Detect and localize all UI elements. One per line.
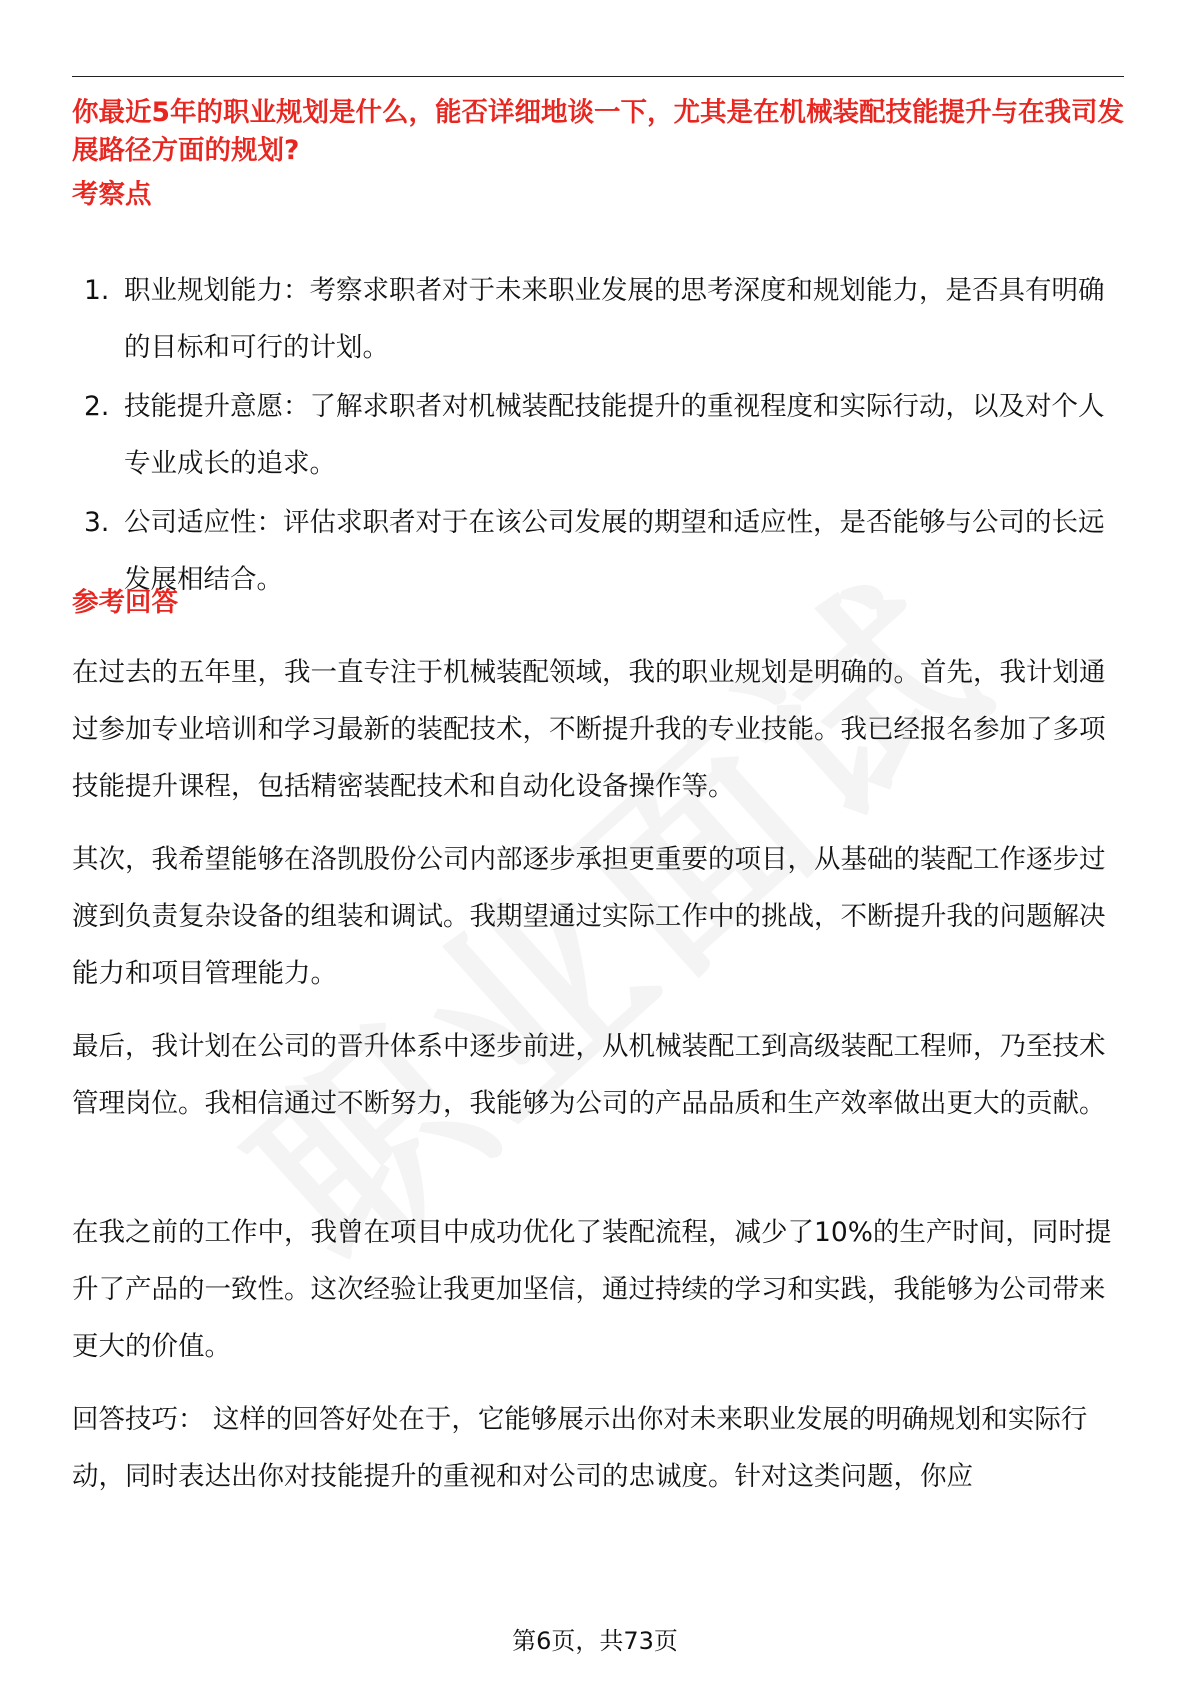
top-divider bbox=[72, 76, 1124, 77]
list-item-number: 1. bbox=[84, 275, 110, 306]
question-heading: 你最近5年的职业规划是什么，能否详细地谈一下，尤其是在机械装配技能提升与在我司发展路径方面的规划? bbox=[72, 97, 1124, 166]
answer-paragraph: 在我之前的工作中，我曾在项目中成功优化了装配流程，减少了10%的生产时间，同时提升了产品的一致性。这次经验让我更加坚信，通过持续的学习和实践，我能够为公司带来更大的价值。 bbox=[72, 1217, 1112, 1362]
list-item bbox=[72, 262, 1124, 376]
list-item bbox=[72, 378, 1124, 492]
list-item-number: 3. bbox=[84, 507, 110, 538]
assessment-points-list bbox=[72, 262, 1124, 610]
list-item-text: 技能提升意愿：了解求职者对机械装配技能提升的重视程度和实际行动，以及对个人专业成长的追求。 bbox=[124, 391, 1105, 479]
page-number: 第6页，共73页 bbox=[512, 1627, 678, 1655]
answer-paragraph: 最后，我计划在公司的晋升体系中逐步前进，从机械装配工到高级装配工程师，乃至技术管理岗位。我相信通过不断努力，我能够为公司的产品品质和生产效率做出更大的贡献。 bbox=[72, 1031, 1106, 1119]
list-item bbox=[72, 494, 1124, 608]
list-item-number: 2. bbox=[84, 391, 110, 422]
answer-tip-paragraph: 回答技巧： 这样的回答好处在于，它能够展示出你对未来职业发展的明确规划和实际行动，同时表达出你对技能提升的重视和对公司的忠诚度。针对这类问题，你应 bbox=[72, 1404, 1088, 1492]
list-item-text: 职业规划能力：考察求职者对于未来职业发展的思考深度和规划能力，是否具有明确的目标和可行的计划。 bbox=[124, 275, 1105, 363]
section-title-reference-answer: 参考回答 bbox=[72, 587, 178, 618]
list-item-text: 公司适应性：评估求职者对于在该公司发展的期望和适应性，是否能够与公司的长远发展相结合。 bbox=[124, 507, 1105, 595]
section-title-assessment: 考察点 bbox=[72, 179, 152, 210]
answer-paragraph: 其次，我希望能够在洛凯股份公司内部逐步承担更重要的项目，从基础的装配工作逐步过渡到负责复杂设备的组装和调试。我期望通过实际工作中的挑战，不断提升我的问题解决能力和项目管理能力。 bbox=[72, 844, 1106, 989]
answer-paragraph: 在过去的五年里，我一直专注于机械装配领域，我的职业规划是明确的。首先，我计划通过参加专业培训和学习最新的装配技术，不断提升我的专业技能。我已经报名参加了多项技能提升课程，包括精密装配技术和自动化设备操作等。 bbox=[72, 657, 1106, 802]
